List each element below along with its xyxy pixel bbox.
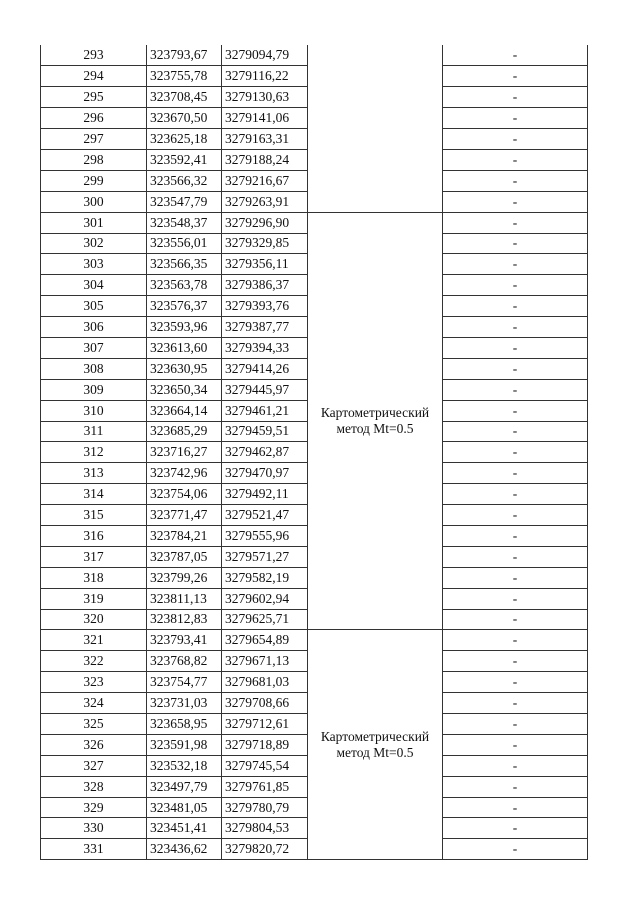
method-cell: Картометрический метод Mt=0.5: [308, 212, 443, 630]
x-coordinate-cell: 323566,32: [147, 170, 222, 191]
note-cell: -: [443, 588, 588, 609]
y-coordinate-cell: 3279445,97: [222, 379, 308, 400]
point-number-cell: 310: [41, 400, 147, 421]
note-cell: -: [443, 672, 588, 693]
note-cell: -: [443, 275, 588, 296]
y-coordinate-cell: 3279625,71: [222, 609, 308, 630]
note-cell: -: [443, 66, 588, 87]
point-number-cell: 307: [41, 337, 147, 358]
point-number-cell: 324: [41, 693, 147, 714]
x-coordinate-cell: 323670,50: [147, 108, 222, 129]
point-number-cell: 311: [41, 421, 147, 442]
x-coordinate-cell: 323664,14: [147, 400, 222, 421]
y-coordinate-cell: 3279329,85: [222, 233, 308, 254]
point-number-cell: 296: [41, 108, 147, 129]
note-cell: -: [443, 839, 588, 860]
y-coordinate-cell: 3279163,31: [222, 129, 308, 150]
y-coordinate-cell: 3279141,06: [222, 108, 308, 129]
note-cell: -: [443, 693, 588, 714]
x-coordinate-cell: 323563,78: [147, 275, 222, 296]
x-coordinate-cell: 323716,27: [147, 442, 222, 463]
y-coordinate-cell: 3279116,22: [222, 66, 308, 87]
point-number-cell: 306: [41, 317, 147, 338]
y-coordinate-cell: 3279708,66: [222, 693, 308, 714]
x-coordinate-cell: 323650,34: [147, 379, 222, 400]
note-cell: -: [443, 358, 588, 379]
note-cell: -: [443, 254, 588, 275]
note-cell: -: [443, 212, 588, 233]
point-number-cell: 308: [41, 358, 147, 379]
x-coordinate-cell: 323591,98: [147, 734, 222, 755]
point-number-cell: 304: [41, 275, 147, 296]
y-coordinate-cell: 3279671,13: [222, 651, 308, 672]
x-coordinate-cell: 323754,06: [147, 484, 222, 505]
note-cell: -: [443, 651, 588, 672]
point-number-cell: 309: [41, 379, 147, 400]
note-cell: -: [443, 776, 588, 797]
y-coordinate-cell: 3279459,51: [222, 421, 308, 442]
note-cell: -: [443, 734, 588, 755]
y-coordinate-cell: 3279654,89: [222, 630, 308, 651]
point-number-cell: 331: [41, 839, 147, 860]
x-coordinate-cell: 323497,79: [147, 776, 222, 797]
y-coordinate-cell: 3279492,11: [222, 484, 308, 505]
note-cell: -: [443, 484, 588, 505]
y-coordinate-cell: 3279712,61: [222, 714, 308, 735]
y-coordinate-cell: 3279216,67: [222, 170, 308, 191]
note-cell: -: [443, 296, 588, 317]
point-number-cell: 323: [41, 672, 147, 693]
method-cell: Картометрический метод Mt=0.5: [308, 630, 443, 860]
point-number-cell: 294: [41, 66, 147, 87]
point-number-cell: 293: [41, 45, 147, 66]
x-coordinate-cell: 323755,78: [147, 66, 222, 87]
x-coordinate-cell: 323566,35: [147, 254, 222, 275]
y-coordinate-cell: 3279571,27: [222, 546, 308, 567]
y-coordinate-cell: 3279386,37: [222, 275, 308, 296]
table-row: [41, 45, 588, 66]
table-row: [41, 630, 588, 651]
x-coordinate-cell: 323451,41: [147, 818, 222, 839]
point-number-cell: 303: [41, 254, 147, 275]
x-coordinate-cell: 323547,79: [147, 191, 222, 212]
point-number-cell: 320: [41, 609, 147, 630]
point-number-cell: 305: [41, 296, 147, 317]
x-coordinate-cell: 323576,37: [147, 296, 222, 317]
table-row: [41, 212, 588, 233]
y-coordinate-cell: 3279394,33: [222, 337, 308, 358]
x-coordinate-cell: 323592,41: [147, 149, 222, 170]
y-coordinate-cell: 3279296,90: [222, 212, 308, 233]
note-cell: -: [443, 400, 588, 421]
note-cell: -: [443, 609, 588, 630]
y-coordinate-cell: 3279263,91: [222, 191, 308, 212]
y-coordinate-cell: 3279094,79: [222, 45, 308, 66]
y-coordinate-cell: 3279555,96: [222, 525, 308, 546]
x-coordinate-cell: 323532,18: [147, 755, 222, 776]
y-coordinate-cell: 3279188,24: [222, 149, 308, 170]
x-coordinate-cell: 323811,13: [147, 588, 222, 609]
point-number-cell: 322: [41, 651, 147, 672]
point-number-cell: 326: [41, 734, 147, 755]
x-coordinate-cell: 323556,01: [147, 233, 222, 254]
note-cell: -: [443, 129, 588, 150]
note-cell: -: [443, 463, 588, 484]
note-cell: -: [443, 525, 588, 546]
y-coordinate-cell: 3279582,19: [222, 567, 308, 588]
point-number-cell: 302: [41, 233, 147, 254]
note-cell: -: [443, 149, 588, 170]
point-number-cell: 325: [41, 714, 147, 735]
point-number-cell: 327: [41, 755, 147, 776]
y-coordinate-cell: 3279745,54: [222, 755, 308, 776]
y-coordinate-cell: 3279521,47: [222, 505, 308, 526]
x-coordinate-cell: 323731,03: [147, 693, 222, 714]
note-cell: -: [443, 714, 588, 735]
point-number-cell: 300: [41, 191, 147, 212]
y-coordinate-cell: 3279780,79: [222, 797, 308, 818]
point-number-cell: 328: [41, 776, 147, 797]
y-coordinate-cell: 3279470,97: [222, 463, 308, 484]
x-coordinate-cell: 323768,82: [147, 651, 222, 672]
note-cell: -: [443, 630, 588, 651]
note-cell: -: [443, 379, 588, 400]
point-number-cell: 330: [41, 818, 147, 839]
point-number-cell: 295: [41, 87, 147, 108]
point-number-cell: 316: [41, 525, 147, 546]
x-coordinate-cell: 323754,77: [147, 672, 222, 693]
x-coordinate-cell: 323793,41: [147, 630, 222, 651]
point-number-cell: 321: [41, 630, 147, 651]
point-number-cell: 297: [41, 129, 147, 150]
note-cell: -: [443, 233, 588, 254]
y-coordinate-cell: 3279718,89: [222, 734, 308, 755]
y-coordinate-cell: 3279462,87: [222, 442, 308, 463]
y-coordinate-cell: 3279393,76: [222, 296, 308, 317]
point-number-cell: 314: [41, 484, 147, 505]
y-coordinate-cell: 3279602,94: [222, 588, 308, 609]
y-coordinate-cell: 3279130,63: [222, 87, 308, 108]
x-coordinate-cell: 323658,95: [147, 714, 222, 735]
x-coordinate-cell: 323625,18: [147, 129, 222, 150]
point-number-cell: 318: [41, 567, 147, 588]
y-coordinate-cell: 3279387,77: [222, 317, 308, 338]
note-cell: -: [443, 87, 588, 108]
note-cell: -: [443, 505, 588, 526]
x-coordinate-cell: 323771,47: [147, 505, 222, 526]
note-cell: -: [443, 442, 588, 463]
y-coordinate-cell: 3279681,03: [222, 672, 308, 693]
x-coordinate-cell: 323630,95: [147, 358, 222, 379]
x-coordinate-cell: 323812,83: [147, 609, 222, 630]
y-coordinate-cell: 3279761,85: [222, 776, 308, 797]
y-coordinate-cell: 3279356,11: [222, 254, 308, 275]
x-coordinate-cell: 323685,29: [147, 421, 222, 442]
x-coordinate-cell: 323593,96: [147, 317, 222, 338]
note-cell: -: [443, 317, 588, 338]
x-coordinate-cell: 323548,37: [147, 212, 222, 233]
note-cell: -: [443, 108, 588, 129]
point-number-cell: 329: [41, 797, 147, 818]
note-cell: -: [443, 170, 588, 191]
method-cell: [308, 45, 443, 212]
note-cell: -: [443, 45, 588, 66]
point-number-cell: 315: [41, 505, 147, 526]
point-number-cell: 317: [41, 546, 147, 567]
point-number-cell: 319: [41, 588, 147, 609]
x-coordinate-cell: 323793,67: [147, 45, 222, 66]
coordinates-table-body: [41, 45, 588, 860]
x-coordinate-cell: 323708,45: [147, 87, 222, 108]
point-number-cell: 312: [41, 442, 147, 463]
note-cell: -: [443, 191, 588, 212]
y-coordinate-cell: 3279804,53: [222, 818, 308, 839]
x-coordinate-cell: 323799,26: [147, 567, 222, 588]
note-cell: -: [443, 421, 588, 442]
note-cell: -: [443, 567, 588, 588]
x-coordinate-cell: 323742,96: [147, 463, 222, 484]
coordinates-table: [40, 45, 588, 860]
y-coordinate-cell: 3279461,21: [222, 400, 308, 421]
note-cell: -: [443, 337, 588, 358]
note-cell: -: [443, 755, 588, 776]
x-coordinate-cell: 323481,05: [147, 797, 222, 818]
point-number-cell: 299: [41, 170, 147, 191]
point-number-cell: 298: [41, 149, 147, 170]
x-coordinate-cell: 323787,05: [147, 546, 222, 567]
x-coordinate-cell: 323436,62: [147, 839, 222, 860]
note-cell: -: [443, 797, 588, 818]
y-coordinate-cell: 3279414,26: [222, 358, 308, 379]
note-cell: -: [443, 818, 588, 839]
note-cell: -: [443, 546, 588, 567]
x-coordinate-cell: 323613,60: [147, 337, 222, 358]
point-number-cell: 313: [41, 463, 147, 484]
y-coordinate-cell: 3279820,72: [222, 839, 308, 860]
x-coordinate-cell: 323784,21: [147, 525, 222, 546]
point-number-cell: 301: [41, 212, 147, 233]
